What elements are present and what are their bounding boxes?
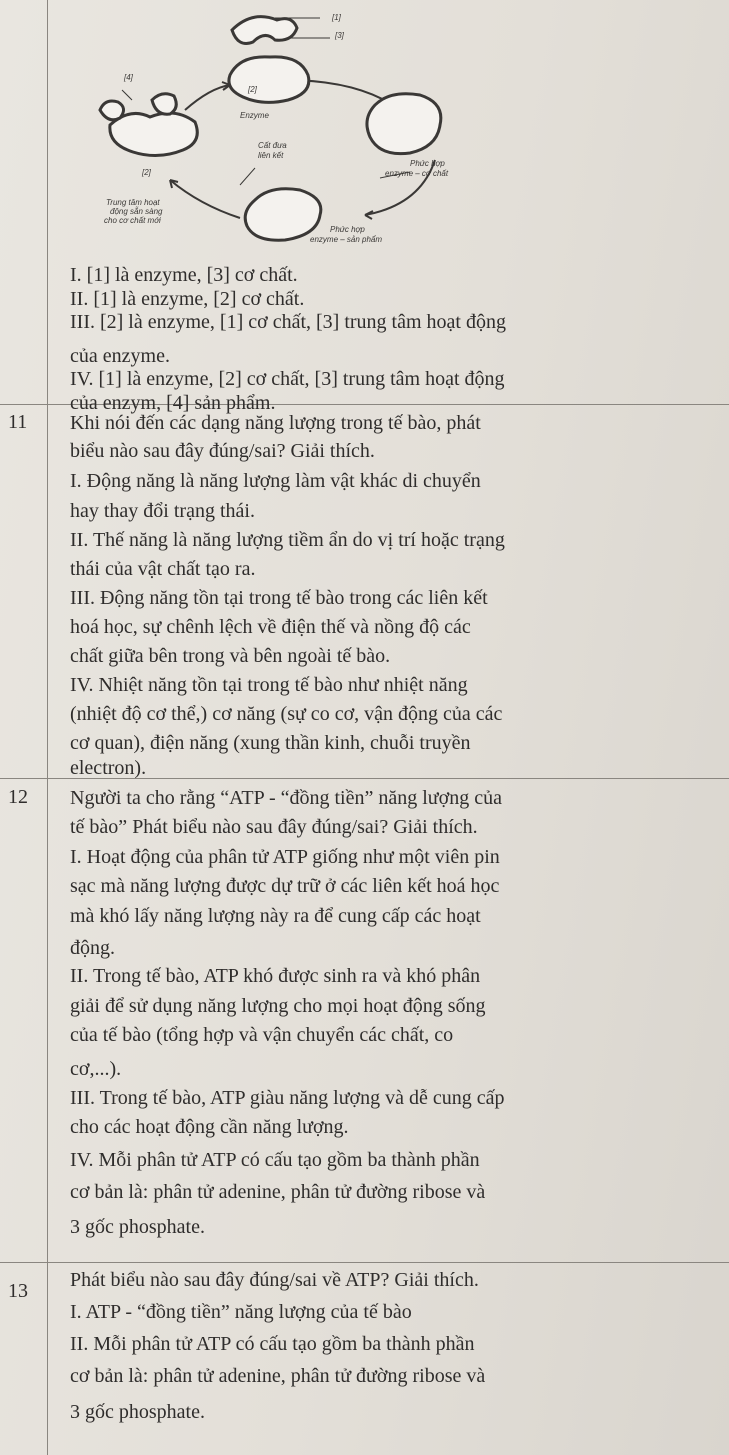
- q12-line: 3 gốc phosphate.: [70, 1216, 205, 1238]
- q13-line: II. Mỗi phân tử ATP có cấu tạo gồm ba thành phần: [70, 1333, 475, 1355]
- q12-line: cơ bản là: phân tử adenine, phân tử đường ribose và: [70, 1181, 486, 1203]
- q12-line: II. Trong tế bào, ATP khó được sinh ra và khó phân: [70, 965, 481, 987]
- q11-line: (nhiệt độ cơ thể,) cơ năng (sự co cơ, vận động của các: [70, 703, 503, 725]
- q10-option-line: I. [1] là enzyme, [3] cơ chất.: [70, 264, 298, 286]
- q12-line: giải để sử dụng năng lượng cho mọi hoạt động sống: [70, 995, 486, 1017]
- q12-line: III. Trong tế bào, ATP giàu năng lượng và dễ cung cấp: [70, 1087, 505, 1109]
- row-divider-13: [0, 1262, 729, 1263]
- q13-line: cơ bản là: phân tử adenine, phân tử đường ribose và: [70, 1365, 486, 1387]
- q11-line: electron).: [70, 757, 147, 779]
- enzyme-substrate-complex-shape: [367, 94, 441, 154]
- label-1: [1]: [332, 13, 341, 22]
- q12-line: I. Hoạt động của phân tử ATP giống như một viên pin: [70, 846, 500, 868]
- q11-line: hay thay đổi trạng thái.: [70, 500, 255, 522]
- q11-line: I. Động năng là năng lượng làm vật khác di chuyển: [70, 470, 481, 492]
- question-number-12: 12: [8, 786, 28, 808]
- enzyme-shape-left: [110, 113, 197, 156]
- enzyme-cycle-diagram: [60, 0, 580, 262]
- label-2-left: [2]: [142, 168, 151, 177]
- q10-option-line: II. [1] là enzyme, [2] cơ chất.: [70, 288, 305, 310]
- label-lien-ket: liên kết: [258, 151, 284, 160]
- q11-line: thái của vật chất tạo ra.: [70, 558, 256, 580]
- q10-option-line: của enzyme.: [70, 345, 170, 367]
- q11-line: chất giữa bên trong và bên ngoài tế bào.: [70, 645, 391, 667]
- label-4: [4]: [124, 73, 133, 82]
- q11-line: biểu nào sau đây đúng/sai? Giải thích.: [70, 440, 375, 462]
- substrate-shape-1: [232, 17, 297, 44]
- q13-line: Phát biểu nào sau đây đúng/sai về ATP? Giải thích.: [70, 1269, 479, 1291]
- q12-line: cơ,...).: [70, 1058, 122, 1080]
- enzyme-shape-top: [229, 57, 309, 103]
- q10-option-line: III. [2] là enzyme, [1] cơ chất, [3] trung tâm hoạt động: [70, 311, 506, 333]
- product-shape-1: [100, 101, 124, 120]
- table-left-border: [47, 0, 48, 1455]
- q11-line: cơ quan), điện năng (xung thần kinh, chuỗi truyền: [70, 732, 471, 754]
- q10-option-line: của enzym, [4] sản phẩm.: [70, 392, 276, 414]
- q12-line: mà khó lấy năng lượng này ra để cung cấp các hoạt: [70, 905, 481, 927]
- product-shape-2: [152, 94, 176, 114]
- q12-line: động.: [70, 937, 115, 959]
- q11-line: Khi nói đến các dạng năng lượng trong tế bào, phát: [70, 412, 481, 434]
- label-center-1: Trung tâm hoạt: [106, 198, 160, 207]
- question-number-11: 11: [8, 411, 28, 433]
- q11-line: II. Thế năng là năng lượng tiềm ẩn do vị trí hoặc trạng: [70, 529, 505, 551]
- label-complex-es-1: Phức hợp: [410, 159, 445, 168]
- label-2-top: [2]: [248, 85, 257, 94]
- q13-line: 3 gốc phosphate.: [70, 1401, 205, 1423]
- label-cat-dua: Cất đưa: [258, 141, 287, 150]
- q12-line: của tế bào (tổng hợp và vận chuyển các chất, co: [70, 1024, 454, 1046]
- q11-line: hoá học, sự chênh lệch về điện thế và nồng độ các: [70, 616, 471, 638]
- q12-line: Người ta cho rằng “ATP - “đồng tiền” năng lượng của: [70, 787, 502, 809]
- q12-line: sạc mà năng lượng được dự trữ ở các liên kết hoá học: [70, 875, 500, 897]
- question-number-13: 13: [8, 1280, 28, 1302]
- q11-line: IV. Nhiệt năng tồn tại trong tế bào như nhiệt năng: [70, 674, 468, 696]
- q12-line: IV. Mỗi phân tử ATP có cấu tạo gồm ba thành phần: [70, 1149, 480, 1171]
- label-complex-es-2: enzyme – cơ chất: [385, 169, 449, 178]
- q10-option-line: IV. [1] là enzyme, [2] cơ chất, [3] trung tâm hoạt động: [70, 368, 505, 390]
- q11-line: III. Động năng tồn tại trong tế bào trong các liên kết: [70, 587, 488, 609]
- label-complex-ep-2: enzyme – sản phẩm: [310, 235, 383, 244]
- enzyme-product-complex-shape: [245, 189, 321, 240]
- label-center-2: động sẵn sàng: [110, 207, 163, 216]
- label-complex-ep-1: Phức hợp: [330, 225, 365, 234]
- q12-line: cho các hoạt động cần năng lượng.: [70, 1116, 349, 1138]
- q12-line: tế bào” Phát biểu nào sau đây đúng/sai? Giải thích.: [70, 816, 478, 838]
- label-enzyme: Enzyme: [240, 111, 269, 120]
- label-3: [3]: [335, 31, 344, 40]
- q13-line: I. ATP - “đồng tiền” năng lượng của tế bào: [70, 1301, 412, 1323]
- label-center-3: cho cơ chất mới: [104, 216, 161, 225]
